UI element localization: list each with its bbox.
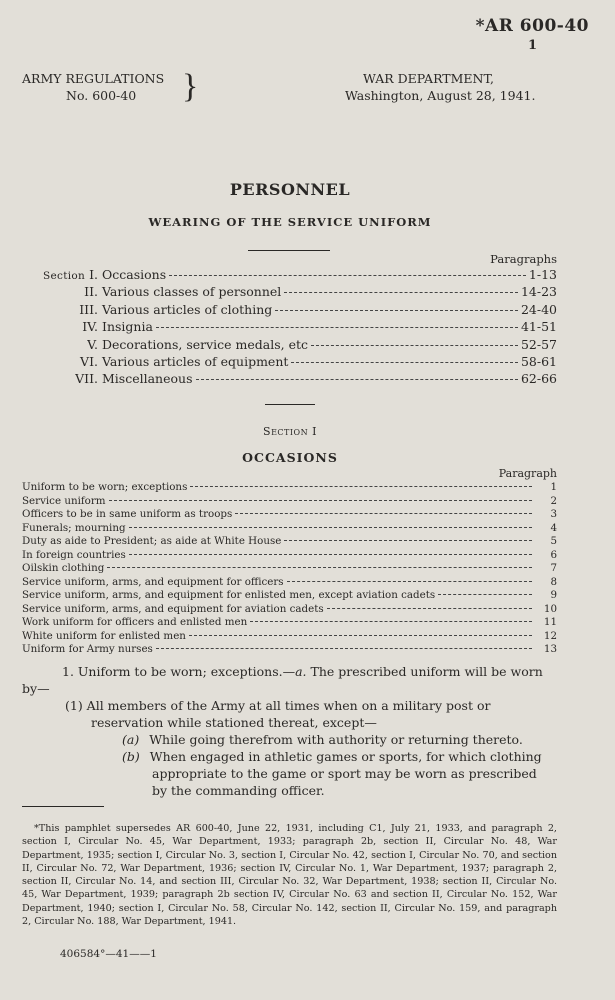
dot-leader	[235, 513, 532, 514]
toc-section-number	[22, 319, 102, 334]
dot-leader	[311, 345, 518, 346]
dot-leader	[196, 379, 518, 380]
toc-section-number	[22, 267, 102, 282]
toc-section-numeral: I.	[89, 267, 98, 282]
index-label: In foreign countries	[22, 548, 126, 561]
section-title: OCCASIONS	[242, 450, 338, 465]
subitem-b-cont-1: appropriate to the game or sport may be worn as prescribed	[152, 766, 537, 781]
index-row	[22, 603, 557, 617]
toc-column-header: Paragraphs	[490, 252, 557, 266]
table-of-contents	[22, 252, 557, 389]
print-code: 406584°—41——1	[60, 948, 157, 960]
toc-section-number	[22, 337, 102, 352]
toc-paragraph-range: 52-57	[520, 336, 557, 352]
index-paragraph-number: 5	[550, 535, 557, 547]
dot-leader	[189, 635, 532, 636]
dot-leader	[129, 527, 532, 528]
index-row	[22, 630, 557, 644]
dot-leader	[156, 648, 532, 649]
toc-section-title: Various articles of equipment	[102, 353, 289, 369]
index-label: Uniform to be worn; exceptions	[22, 481, 188, 493]
toc-row	[22, 284, 557, 301]
toc-paragraph-range: 62-66	[520, 371, 557, 387]
dot-leader	[169, 275, 526, 276]
toc-row	[22, 354, 557, 371]
toc-row	[22, 267, 557, 284]
toc-section-numeral: V.	[87, 336, 98, 352]
index-column-header: Paragraph	[498, 467, 557, 480]
index-paragraph-number: 10	[543, 602, 557, 615]
index-paragraph-number: 3	[550, 508, 557, 520]
toc-paragraph-range: 58-61	[520, 353, 557, 369]
regulation-series: ARMY REGULATIONS	[22, 71, 165, 86]
document-title: PERSONNEL	[229, 180, 351, 199]
section-index	[22, 467, 557, 657]
dot-leader	[284, 292, 518, 293]
paragraph-1-item-1-cont: reservation while stationed thereat, except—	[91, 715, 377, 730]
dot-leader	[284, 540, 532, 541]
toc-paragraph-range: 14-23	[520, 284, 557, 300]
toc-section-title: Various classes of personnel	[102, 284, 282, 300]
subitem-a-label: (a)	[122, 732, 140, 747]
title-divider	[248, 250, 330, 251]
toc-section-numeral: II.	[84, 284, 98, 300]
dot-leader	[129, 554, 532, 555]
dot-leader	[107, 567, 532, 568]
document-number: *AR 600-40	[475, 16, 589, 36]
index-paragraph-number: 11	[543, 616, 557, 628]
dot-leader	[291, 362, 518, 363]
index-label: Officers to be in same uniform as troops	[22, 508, 233, 520]
toc-row	[22, 337, 557, 354]
toc-row	[22, 319, 557, 336]
index-label: Service uniform, arms, and equipment for aviation cadets	[22, 602, 324, 615]
toc-section-title: Decorations, service medals, etc	[102, 336, 309, 352]
regulation-id	[22, 70, 164, 104]
index-label: Work uniform for officers and enlisted men	[22, 616, 248, 628]
document-subtitle: WEARING OF THE SERVICE UNIFORM	[148, 215, 432, 229]
subitem-b-text: When engaged in athletic games or sports, for which clothing	[149, 749, 542, 764]
index-row	[22, 481, 557, 495]
page-number: 1	[527, 38, 537, 53]
toc-section-numeral: III.	[79, 301, 98, 317]
index-paragraph-number: 2	[550, 494, 557, 507]
dot-leader	[156, 327, 518, 328]
dot-leader	[190, 486, 532, 487]
index-row	[22, 535, 557, 549]
toc-section-word: Section	[43, 270, 86, 282]
subitem-b-cont-2: by the commanding officer.	[152, 783, 325, 798]
toc-section-number	[22, 354, 102, 369]
dot-leader	[438, 594, 532, 595]
index-label: Duty as aide to President; as aide at White House	[22, 535, 282, 547]
issuer-block	[345, 70, 535, 104]
subitem-a	[122, 731, 557, 748]
paragraph-1-by: by—	[22, 681, 50, 696]
index-paragraph-number: 13	[543, 643, 557, 655]
index-label: Oilskin clothing	[22, 562, 105, 574]
toc-row	[22, 302, 557, 319]
paragraph-1-item-1: (1) All members of the Army at all times when on a military post or	[65, 698, 491, 713]
toc-section-numeral: VII.	[75, 371, 98, 387]
index-label: White uniform for enlisted men	[22, 629, 186, 642]
paragraph-1-subletter: a.	[295, 664, 307, 679]
index-label: Uniform for Army nurses	[22, 643, 153, 655]
toc-section-numeral: IV.	[82, 319, 98, 335]
index-row	[22, 589, 557, 603]
index-paragraph-number: 4	[550, 521, 557, 534]
issue-place-date: Washington, August 28, 1941.	[345, 88, 536, 103]
index-row	[22, 616, 557, 630]
toc-paragraph-range: 1-13	[528, 267, 557, 282]
index-row	[22, 522, 557, 536]
issuer-department: WAR DEPARTMENT,	[363, 71, 494, 86]
regulation-number: No. 600-40	[66, 88, 137, 103]
toc-section-number	[22, 284, 102, 299]
dot-leader	[287, 581, 532, 582]
dot-leader	[275, 310, 518, 311]
index-row	[22, 562, 557, 576]
index-label: Funerals; mourning	[22, 521, 126, 534]
index-paragraph-number: 7	[550, 562, 557, 574]
section-divider	[265, 404, 315, 405]
toc-section-number	[22, 371, 102, 386]
index-row	[22, 549, 557, 563]
index-paragraph-number: 8	[550, 575, 557, 588]
toc-paragraph-range: 24-40	[520, 301, 557, 317]
index-label: Service uniform, arms, and equipment for officers	[22, 575, 284, 588]
toc-section-title: Various articles of clothing	[102, 301, 273, 317]
dot-leader	[250, 621, 532, 622]
index-label: Service uniform, arms, and equipment for enlisted men, except aviation cadets	[22, 589, 436, 601]
toc-section-number	[22, 302, 102, 317]
index-row	[22, 576, 557, 590]
index-label: Service uniform	[22, 494, 106, 507]
index-row	[22, 495, 557, 509]
footnote: *This pamphlet supersedes AR 600-40, June 22, 1931, including C1, July 21, 1933, and paragraph 2, section I, Circular No. 45, War Department, 1933; paragraph 2b, section II, Circular No. 48, War Department, 1935; section I, Circular No. 3, section I, Circular No. 42, section I, Circular No. 70, and section II, Circular No. 72, War Department, 1936; section IV, Circular No. 1, War Department, 1937; paragraph 2, section II, Circular No. 14, and section III, Circular No. 32, War Department, 1938; section II, Circular No. 45, War Department, 1939; paragraph 2b section IV, Circular No. 63 and section II, Circular No. 152, War Department, 1940; section I, Circular No. 58, Circular No. 142, section II, Circular No. 159, and paragraph 2, Circular No. 188, War Department, 1941.	[22, 823, 557, 928]
subitem-b-label: (b)	[122, 749, 140, 764]
footnote-divider	[22, 806, 104, 807]
section-heading: Section I	[263, 425, 317, 438]
index-paragraph-number: 1	[550, 481, 557, 493]
toc-row	[22, 371, 557, 388]
paragraph-1	[22, 663, 557, 680]
dot-leader	[327, 608, 532, 609]
paragraph-1-text: The prescribed uniform will be worn	[306, 664, 543, 679]
toc-section-numeral: VI.	[80, 353, 98, 369]
paragraph-1-heading: 1. Uniform to be worn; exceptions.—	[62, 664, 296, 679]
index-paragraph-number: 12	[543, 629, 557, 642]
toc-section-title: Occasions	[102, 267, 167, 282]
index-row	[22, 643, 557, 657]
index-row	[22, 508, 557, 522]
toc-section-title: Insignia	[102, 319, 153, 335]
index-paragraph-number: 6	[550, 548, 557, 561]
subitem-b	[122, 748, 557, 765]
index-paragraph-number: 9	[550, 589, 557, 601]
dot-leader	[109, 500, 532, 501]
toc-section-title: Miscellaneous	[102, 371, 193, 387]
toc-paragraph-range: 41-51	[520, 319, 557, 335]
subitem-a-text: While going therefrom with authority or returning thereto.	[149, 732, 523, 747]
brace-icon: }	[182, 68, 199, 105]
